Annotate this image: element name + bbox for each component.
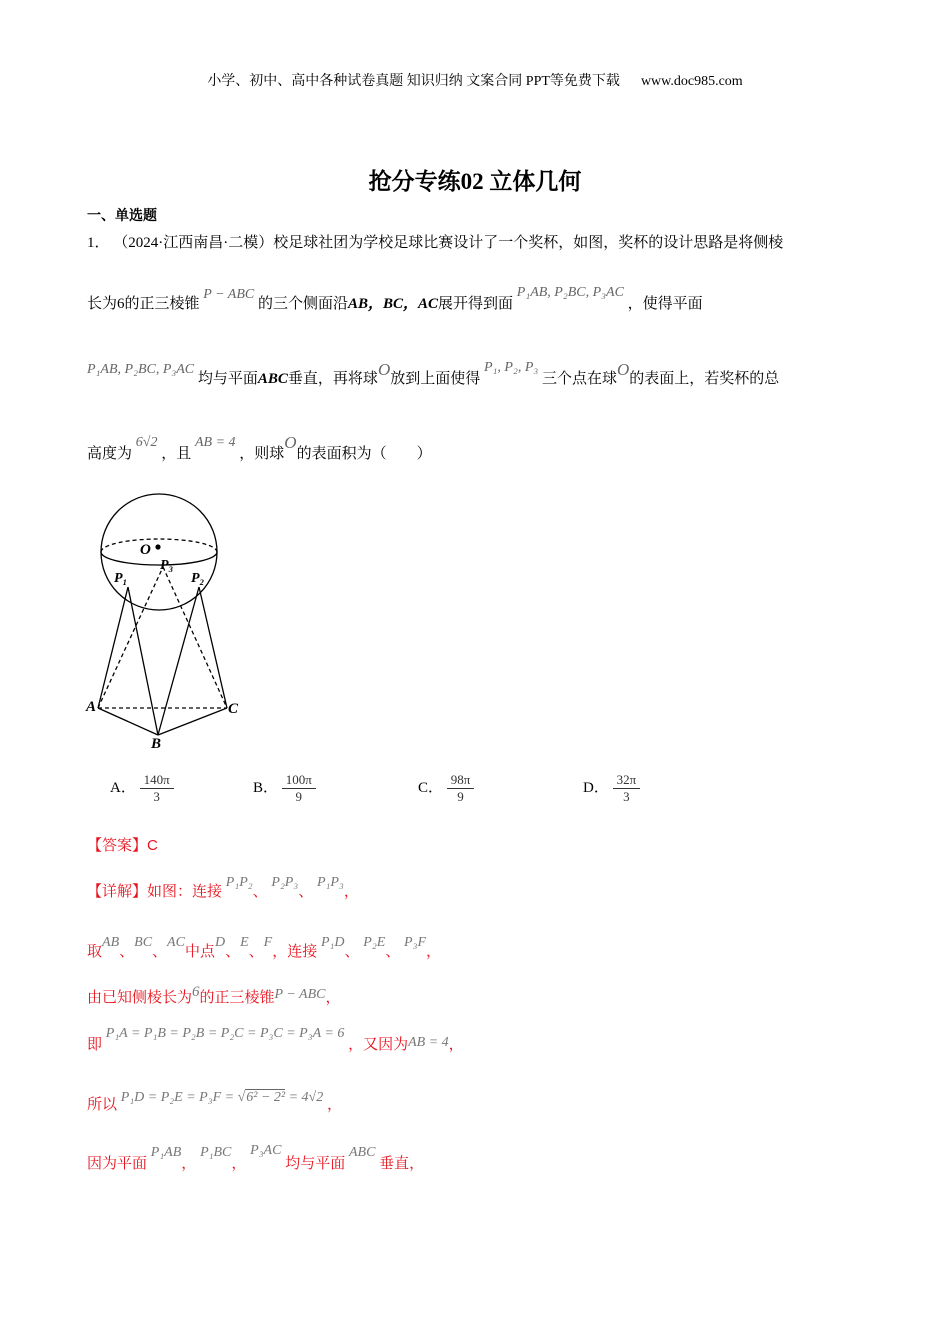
option-letter: D． xyxy=(583,779,609,796)
option-a[interactable] xyxy=(110,772,174,805)
edge-p3c xyxy=(163,567,227,708)
option-a-fraction xyxy=(140,772,174,805)
math-p2e: P₂E xyxy=(363,935,386,950)
text: 的正三棱锥 xyxy=(124,296,200,312)
question-line-4 xyxy=(87,433,432,463)
comma: ， xyxy=(426,944,442,960)
answer-label: 【答案】 xyxy=(87,838,148,854)
sphere-equator-front xyxy=(101,552,217,565)
math-face-2: P₁BC xyxy=(200,1145,232,1160)
question-line-1 xyxy=(87,231,783,252)
math-ab: AB xyxy=(102,935,120,950)
edge-p3a xyxy=(98,567,163,708)
math-ball-o: O xyxy=(377,360,391,379)
option-d[interactable] xyxy=(583,772,640,805)
option-letter: C． xyxy=(418,779,444,796)
math-p1p3: P₁P₃ xyxy=(317,875,344,890)
math-plane-abc: ABC xyxy=(257,371,288,387)
text: ，则球 xyxy=(239,446,285,462)
comma: ， xyxy=(343,884,359,900)
text: 放到上面使得 xyxy=(390,371,481,387)
math-p2p3: P₂P₃ xyxy=(271,875,299,890)
option-letter: B． xyxy=(253,779,279,796)
header-site-text: 小学、初中、高中各种试卷真题 知识归纳 文案合同 PPT等免费下载 xyxy=(207,74,620,89)
option-c[interactable] xyxy=(418,772,474,805)
text: 均与平面 xyxy=(197,371,258,387)
text: 即 xyxy=(87,1037,103,1053)
trophy-figure xyxy=(80,490,250,760)
math-pyramid: P − ABC xyxy=(203,287,255,302)
math-points: P₁, P₂, P₃ xyxy=(483,360,539,375)
math-ball-o-3: O xyxy=(284,433,297,452)
math-eq4: P₁A = P₁B = P₂B = P₂C = P₃C = P₃A = 6 xyxy=(105,1026,345,1041)
text: 长为 xyxy=(87,296,118,312)
math-d: D xyxy=(214,935,226,950)
math-six: 6 xyxy=(192,984,200,1000)
answer-line xyxy=(87,834,158,855)
page-header xyxy=(0,70,950,90)
solution-line-6 xyxy=(87,1143,425,1173)
numerator: 140π xyxy=(140,772,174,789)
math-eq5: P₁D = P₂E = P₃F = √6² − 2² = 4√2 xyxy=(120,1090,324,1105)
math-edges: AB，BC，AC xyxy=(347,296,439,312)
question-line-3 xyxy=(87,360,780,388)
text: 的表面上，若奖杯的总 xyxy=(629,371,780,387)
eq5-result: = 4√2 xyxy=(285,1090,324,1105)
question-number: 1． xyxy=(87,235,110,251)
math-faces: P₁AB, P₂BC, P₃AC xyxy=(516,285,624,300)
text: ，使得平面 xyxy=(627,296,703,312)
option-d-fraction xyxy=(613,772,641,805)
label-a: A xyxy=(86,699,97,715)
text: 的三个侧面沿 xyxy=(257,296,348,312)
comma: ， xyxy=(327,1097,343,1113)
text: 取 xyxy=(87,944,103,960)
section-heading: 一、单选题 xyxy=(87,209,157,224)
solution-line-3 xyxy=(87,986,340,1007)
text: 均与平面 xyxy=(285,1156,346,1172)
text: 所以 xyxy=(87,1097,118,1113)
header-url[interactable]: www.doc985.com xyxy=(640,74,743,89)
solution-line-5 xyxy=(87,1090,343,1114)
edge-ab xyxy=(98,708,158,735)
denominator: 9 xyxy=(295,789,303,804)
comma: ， xyxy=(181,1156,197,1172)
label-p2: P₂ xyxy=(191,571,205,586)
math-bc: BC xyxy=(134,935,153,950)
math-face-1: P₁AB xyxy=(150,1145,182,1160)
center-dot xyxy=(155,544,160,549)
text: ，又因为 xyxy=(348,1037,409,1053)
sep: 、 xyxy=(119,944,135,960)
label-c: C xyxy=(228,701,239,717)
math-ab4: AB = 4 xyxy=(408,1035,449,1050)
edge-bc xyxy=(158,708,227,735)
sep: 、 xyxy=(252,884,268,900)
comma: ， xyxy=(231,1156,247,1172)
text: ，且 xyxy=(161,446,192,462)
question-line-2 xyxy=(87,285,703,313)
text: 由已知侧棱长为 xyxy=(87,990,193,1006)
text: 如图：连接 xyxy=(147,884,223,900)
label-p3: P₃ xyxy=(160,558,174,573)
numerator: 32π xyxy=(613,772,641,789)
question-text: 校足球社团为学校足球比赛设计了一个奖杯，如图，奖杯的设计思路是将侧棱 xyxy=(273,235,784,251)
numerator: 100π xyxy=(282,772,316,789)
sphere-outline xyxy=(101,494,217,610)
option-c-fraction xyxy=(447,772,475,805)
denominator: 3 xyxy=(623,789,630,804)
eq5-lhs: P₁D = P₂E = P₃F = xyxy=(120,1090,238,1105)
math-e: E xyxy=(240,935,249,950)
comma: ， xyxy=(448,1037,464,1053)
label-o: O xyxy=(140,542,151,558)
sep: 、 xyxy=(385,944,401,960)
math-abc: ABC xyxy=(348,1145,376,1160)
math-p1d: P₁D xyxy=(321,935,345,950)
sep: 、 xyxy=(152,944,168,960)
sep: 、 xyxy=(248,944,264,960)
text: 的正三棱锥 xyxy=(199,990,275,1006)
denominator: 3 xyxy=(153,789,160,804)
math-pyramid: P − ABC xyxy=(274,987,326,1002)
label-b: B xyxy=(151,736,162,752)
label-p1: P₁ xyxy=(114,571,128,586)
sep: 、 xyxy=(344,944,360,960)
comma: ， xyxy=(325,990,341,1006)
sep: 、 xyxy=(298,884,314,900)
math-face-3: P₃AC xyxy=(250,1143,282,1158)
text: 中点 xyxy=(184,944,215,960)
text: 的表面积为（ ） xyxy=(296,446,432,462)
edge-p1a xyxy=(98,587,128,708)
math-ab-eq: AB = 4 xyxy=(194,435,236,450)
text: 高度为 xyxy=(87,446,133,462)
math-height: 6√2 xyxy=(135,435,158,450)
denominator: 9 xyxy=(457,789,464,804)
text: ，连接 xyxy=(272,944,318,960)
option-b-fraction xyxy=(282,772,316,805)
math-ball-o-2: O xyxy=(617,360,630,379)
answer-value: C xyxy=(147,837,158,854)
edge-p2c xyxy=(199,587,227,708)
sep: 、 xyxy=(225,944,241,960)
text: 展开得到面 xyxy=(438,296,514,312)
math-p1p2: P₁P₂ xyxy=(225,875,253,890)
text: 垂直，再将球 xyxy=(287,371,378,387)
math-six: 6 xyxy=(117,296,125,312)
math-ac: AC xyxy=(167,935,185,950)
option-letter: A． xyxy=(110,779,136,796)
solution-line-4 xyxy=(87,1026,464,1054)
page-title: 抢分专练02 立体几何 xyxy=(368,169,582,194)
numerator: 98π xyxy=(447,772,475,789)
solution-line-2 xyxy=(87,935,442,961)
text: 垂直， xyxy=(379,1156,425,1172)
solution-label: 【详解】 xyxy=(87,884,148,900)
math-f: F xyxy=(263,935,273,950)
math-p3f: P₃F xyxy=(404,935,427,950)
option-b[interactable] xyxy=(253,772,316,805)
eq5-radicand: 6² − 2² xyxy=(246,1090,286,1105)
solution-line-1 xyxy=(87,875,359,901)
question-source: （2024·江西南昌·二模） xyxy=(113,235,274,251)
text: 三个点在球 xyxy=(542,371,618,387)
text: 因为平面 xyxy=(87,1156,148,1172)
math-faces-2: P₁AB, P₂BC, P₃AC xyxy=(87,362,195,377)
